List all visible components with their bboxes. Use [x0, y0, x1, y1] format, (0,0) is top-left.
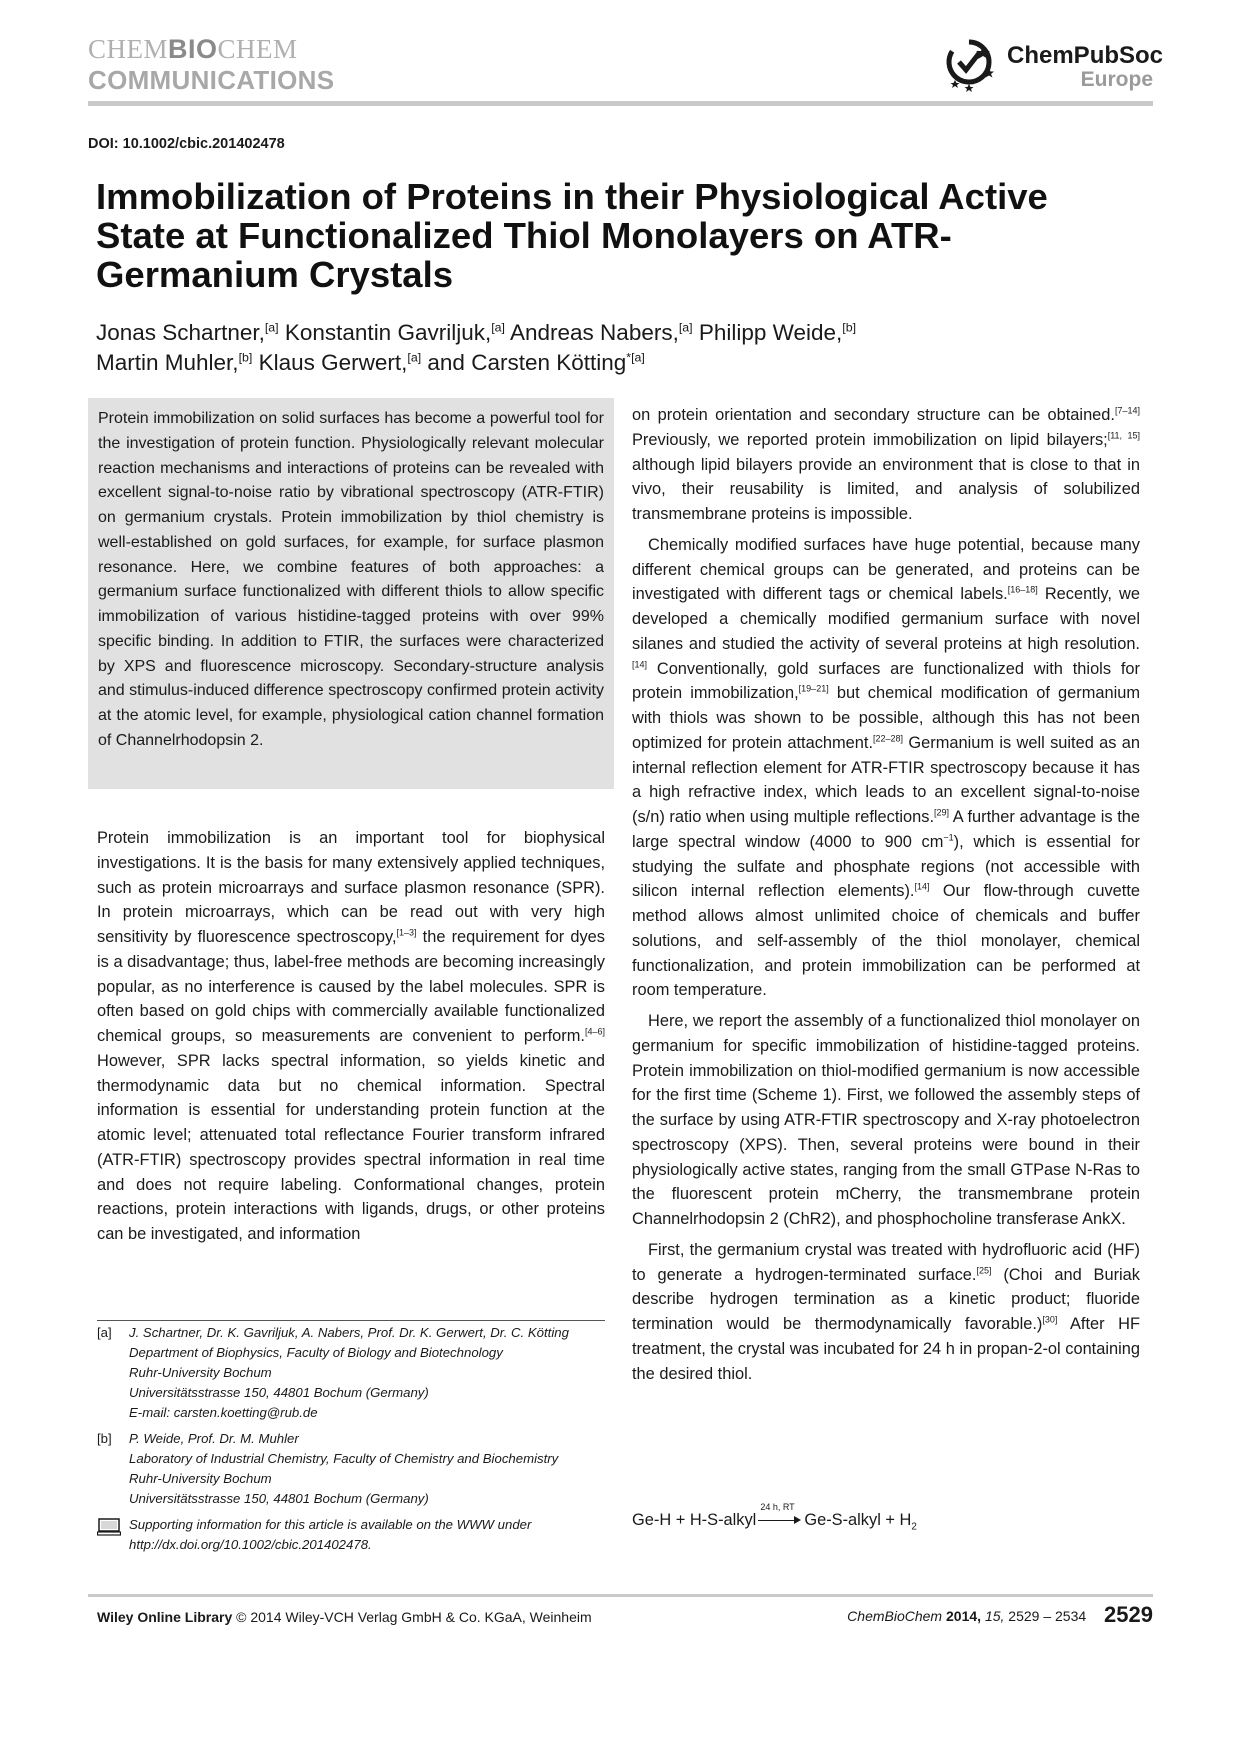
body-paragraph [97, 826, 605, 1247]
author-affiliation-marker: [b] [238, 350, 253, 365]
citation-reference: [4–6] [584, 1026, 605, 1037]
citation-reference: [14] [914, 881, 930, 892]
footnote-supporting-info [97, 1515, 605, 1555]
paragraph-text: ), which is essential for studying the sulfate and phosphate regions (not accessible with silicon internal reflection elements). [632, 832, 1140, 901]
paragraph-text: Recently, we developed a chemically modified germanium surface with novel silanes and studied the activity of several proteins at high resolution. [632, 585, 1140, 653]
footer-journal: ChemBioChem [847, 1608, 943, 1624]
paragraph-text: However, SPR lacks spectral information, so yields kinetic and thermodynamic data but no chemical information. Spectral information is essential for understanding protein function at the atomic level; attenuated total reflectance Fourier transform infrared (ATR-FTIR) spectroscopy provides spectral information in real time and does not require labeling. Conformational changes, protein reactions, protein interactions with ligands, drugs, or other proteins can be investigated, and information [97, 1051, 605, 1243]
publisher-name: ChemPubSoc [1007, 42, 1164, 69]
citation-reference: [19–21] [798, 683, 829, 694]
paragraph-text: Conventionally, gold surfaces are functionalized with thiols for protein immobilization, [632, 659, 1140, 703]
paragraph-text: although lipid bilayers provide an environment that is close to that in vivo, their reusability is limited, and analysis of solubilized transmembrane proteins is impossible. [632, 455, 1140, 523]
equation-subscript: 2 [911, 1521, 917, 1533]
copyright-text: © 2014 Wiley-VCH Verlag GmbH & Co. KGaA, Weinheim [232, 1609, 592, 1625]
author-affiliation-marker: [a] [407, 350, 422, 365]
citation-reference: −1 [943, 832, 954, 843]
journal-section: COMMUNICATIONS [88, 65, 335, 95]
paragraph-text: the requirement for dyes is a disadvantage; thus, label-free methods are becoming increasingly popular, as no interference is caused by the label molecules. SPR is often based on gold chips with commercially available functionalized chemical groups, so measurements are convenient to perform. [97, 928, 605, 1045]
header-rule [88, 101, 1153, 106]
paragraph-text: Previously, we reported protein immobilization on lipid bilayers; [632, 430, 1108, 449]
author-name: Andreas Nabers, [510, 320, 679, 345]
footnote-line: Ruhr-University Bochum [129, 1471, 272, 1486]
page-number: 2529 [1104, 1602, 1153, 1627]
footnote-rule [97, 1320, 605, 1321]
reaction-equation [632, 1502, 917, 1533]
doi: DOI: 10.1002/cbic.201402478 [88, 136, 285, 152]
journal-brand [88, 36, 334, 93]
paragraph-text: Protein immobilization is an important tool for biophysical investigations. It is the basis for many extensively applied techniques, such as protein microarrays and surface plasmon resonance (SPR). In protein microarrays, which can be read out with very high sensitivity by fluorescence spectroscopy, [97, 829, 605, 946]
footnote-line: J. Schartner, Dr. K. Gavriljuk, A. Nabers, Prof. Dr. K. Gerwert, Dr. C. Kötting [129, 1325, 569, 1340]
computer-monitor-icon [97, 1518, 121, 1536]
journal-name-part1: CHEM [88, 34, 169, 64]
chempubsoc-star-icon [943, 34, 1003, 94]
abstract-box [88, 398, 614, 789]
citation-reference: [29] [934, 807, 950, 818]
footnote-affiliation-b [97, 1429, 605, 1509]
author-name: Klaus Gerwert, [258, 350, 408, 375]
paragraph-text: on protein orientation and secondary structure can be obtained. [632, 406, 1115, 424]
footnote-tag: [b] [97, 1431, 112, 1446]
footnotes [97, 1323, 605, 1555]
footnote-line: Ruhr-University Bochum [129, 1365, 272, 1380]
paragraph-text: Here, we report the assembly of a functionalized thiol monolayer on germanium for specific immobilization of histidine-tagged proteins. Protein immobilization on thiol-modified germanium is now accessible for the first time (Scheme 1). First, we followed the assembly steps of the surface by using ATR-FTIR spectroscopy and X-ray photoelectron spectroscopy (XPS). Then, several proteins were bound in their physiologically active states, ranging from the small GTPase N-Ras to the fluorescent protein mCherry, the transmembrane protein Channelrhodopsin 2 (ChR2), and phosphocholine transferase AnkX. [632, 1012, 1140, 1228]
author-affiliation-marker: [a] [491, 320, 505, 335]
body-paragraph [632, 403, 1140, 527]
author-affiliation-marker: [b] [842, 320, 857, 335]
paragraph-text: (Choi and Buriak describe hydrogen termination as a kinetic product; fluoride termination would be thermodynamically favorable.) [632, 1265, 1140, 1333]
author-name: and Carsten Kötting [427, 350, 627, 375]
citation-reference: [14] [632, 659, 648, 670]
footer-pages: 2529 – 2534 [1008, 1608, 1087, 1624]
journal-name-part3: CHEM [217, 34, 298, 64]
author-affiliation-marker: *[a] [626, 350, 645, 365]
paragraph-text: but chemical modification of germanium with thiols was shown to be possible, although this has not been optimized for protein attachment. [632, 684, 1141, 752]
journal-name-part2: BIO [168, 34, 218, 64]
paragraph-text: A further advantage is the large spectral window (4000 to 900 cm [632, 808, 1140, 851]
citation-reference: [11, 15] [1107, 430, 1141, 441]
footer-citation [847, 1602, 1153, 1628]
paragraph-text: Germanium is well suited as an internal reflection element for ATR-FTIR spectroscopy because it has a high refractive index, which leads to an excellent signal-to-noise (s/n) ratio when using multiple reflections. [632, 733, 1141, 826]
author-list [96, 318, 1096, 378]
citation-reference: [16–18] [1007, 584, 1038, 595]
paragraph-text: First, the germanium crystal was treated with hydrofluoric acid (HF) to generate a hydrogen-terminated surface. [632, 1240, 1140, 1284]
equation-products: Ge-S-alkyl + H [804, 1511, 912, 1529]
citation-reference: [30] [1042, 1314, 1058, 1325]
author-name: Konstantin Gavriljuk, [284, 320, 492, 345]
publisher-logo [943, 34, 1164, 94]
paragraph-text: Our flow-through cuvette method allows almost unlimited choice of chemicals and buffer solutions, and self-assembly of the thiol monolayer, chemical functionalization, and protein immobilization can be performed at room temperature. [632, 882, 1140, 1000]
footnote-affiliation-a [97, 1323, 605, 1423]
footnote-line: P. Weide, Prof. Dr. M. Muhler [129, 1431, 299, 1446]
body-paragraph [632, 1009, 1140, 1232]
body-paragraph [632, 533, 1140, 1003]
article-title: Immobilization of Proteins in their Physiological Active State at Functionalized Thiol Monolayers on ATR-Germanium Crystals [96, 176, 1048, 295]
footnote-line: Universitätsstrasse 150, 44801 Bochum (Germany) [129, 1491, 429, 1506]
citation-reference: [7–14] [1114, 405, 1140, 416]
citation-reference: [25] [976, 1265, 992, 1276]
reaction-arrow-icon [756, 1502, 804, 1527]
author-name: Jonas Schartner, [96, 320, 265, 345]
publisher-region: Europe [1080, 68, 1153, 91]
author-affiliation-marker: [a] [678, 320, 693, 335]
abstract-text: Protein immobilization on solid surfaces has become a powerful tool for the investigation of protein function. Physiologically relevant molecular reaction mechanisms and interactions of proteins can be revealed with excellent signal-to-noise ratio by vibrational spectroscopy (ATR-FTIR) on germanium crystals. Protein immobilization by thiol chemistry is well-established on gold surfaces, for example, for surface plasmon resonance. Here, we combine features of both approaches: a germanium surface functionalized with different thiols to allow specific immobilization of various histidine-tagged proteins with over 99% specific binding. In addition to FTIR, the surfaces were characterized by XPS and fluorescence microscopy. Secondary-structure analysis and stimulus-induced difference spectroscopy confirmed protein activity at the atomic level, for example, physiological cation channel formation of Channelrhodopsin 2. [98, 410, 604, 749]
footnote-tag: [a] [97, 1325, 112, 1340]
reaction-conditions: 24 h, RT [760, 1502, 795, 1512]
footnote-line: Universitätsstrasse 150, 44801 Bochum (Germany) [129, 1385, 429, 1400]
equation-reactants: Ge-H + H-S-alkyl [632, 1511, 757, 1529]
footer-rule [88, 1594, 1153, 1597]
body-column-right [632, 403, 1140, 1386]
footer-copyright [97, 1609, 592, 1625]
footer-year: 2014, [946, 1608, 982, 1624]
paragraph-text: After HF treatment, the crystal was incubated for 24 h in propan-2-ol containing the desired thiol. [632, 1315, 1140, 1383]
body-paragraph [632, 1238, 1140, 1387]
wiley-online-library-link[interactable]: Wiley Online Library [97, 1609, 233, 1625]
footnote-line: Department of Biophysics, Faculty of Biology and Biotechnology [129, 1345, 503, 1360]
footnote-email-link[interactable]: E-mail: carsten.koetting@rub.de [129, 1405, 318, 1420]
citation-reference: [22–28] [873, 733, 904, 744]
body-column-left [97, 826, 605, 1247]
author-name: Philipp Weide, [698, 320, 843, 345]
citation-reference: [1–3] [396, 927, 417, 938]
author-name: Martin Muhler, [96, 350, 239, 375]
paragraph-text: Chemically modified surfaces have huge potential, because many different chemical groups can be generated, and proteins can be investigated with different tags or chemical labels. [632, 535, 1140, 604]
supporting-info-link[interactable]: http://dx.doi.org/10.1002/cbic.201402478. [129, 1537, 372, 1552]
footer-volume: 15, [984, 1608, 1005, 1624]
journal-name [88, 36, 334, 63]
footnote-line: Supporting information for this article is available on the WWW under [129, 1517, 532, 1532]
author-affiliation-marker: [a] [264, 320, 279, 335]
footnote-line: Laboratory of Industrial Chemistry, Faculty of Chemistry and Biochemistry [129, 1451, 559, 1466]
